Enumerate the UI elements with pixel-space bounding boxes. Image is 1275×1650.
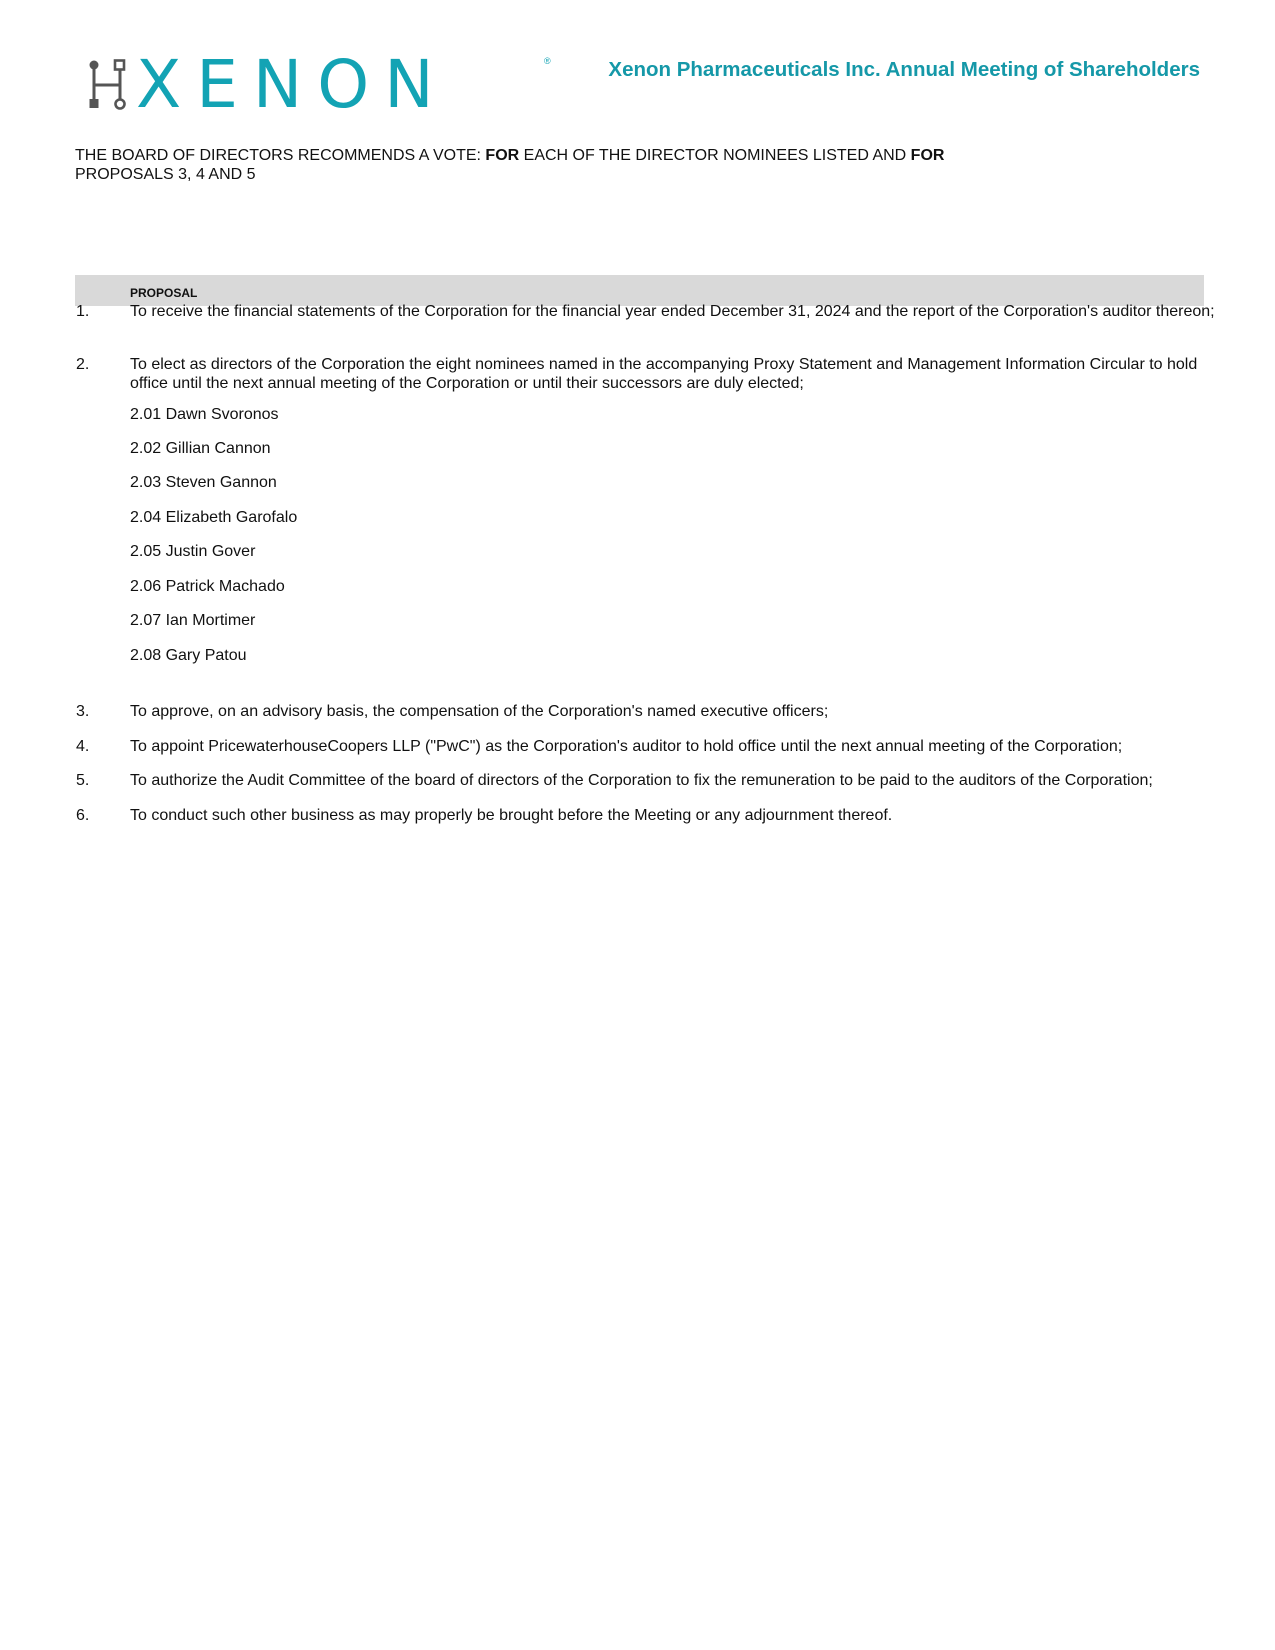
proposal-column-header: PROPOSAL bbox=[130, 286, 198, 300]
page-title: Xenon Pharmaceuticals Inc. Annual Meeting of Shareholders bbox=[608, 58, 1200, 81]
molecule-icon bbox=[88, 59, 126, 111]
logo-wordmark: XENON bbox=[136, 46, 449, 123]
xenon-logo bbox=[88, 46, 551, 123]
board-rec-for-1: FOR bbox=[485, 147, 520, 164]
proposal-text: To appoint PricewaterhouseCoopers LLP ("PwC") as the Corporation's auditor to hold office until the next annual meeting of the Corporation; bbox=[130, 738, 1123, 755]
proposal-text: To authorize the Audit Committee of the board of directors of the Corporation to fix the remuneration to be paid to the auditors of the Corporation; bbox=[130, 772, 1153, 789]
board-rec-part3: PROPOSALS 3, 4 AND 5 bbox=[75, 166, 256, 183]
nominee-item: 2.01 Dawn Svoronos bbox=[130, 406, 279, 423]
nominee-item: 2.03 Steven Gannon bbox=[130, 474, 277, 491]
board-recommendation bbox=[75, 146, 1205, 184]
proposal-number: 3. bbox=[76, 703, 90, 720]
proposal-text: To receive the financial statements of the Corporation for the financial year ended December 31, 2024 and the report of the Corporation's auditor thereon; bbox=[130, 303, 1215, 320]
nominee-item: 2.05 Justin Gover bbox=[130, 543, 256, 560]
nominee-item: 2.07 Ian Mortimer bbox=[130, 612, 256, 629]
nominee-item: 2.08 Gary Patou bbox=[130, 647, 247, 664]
registered-mark: ® bbox=[544, 56, 551, 66]
proposal-number: 6. bbox=[76, 807, 90, 824]
proposal-number: 1. bbox=[76, 303, 90, 320]
proposal-text: To elect as directors of the Corporation the eight nominees named in the accompanying Proxy Statement and Management Information Circular to hold office until the next annual meeting of the Corporation or until their successors are duly elected; bbox=[130, 356, 1198, 392]
board-rec-part1: THE BOARD OF DIRECTORS RECOMMENDS A VOTE: bbox=[75, 147, 486, 164]
proposal-number: 4. bbox=[76, 738, 90, 755]
proposal-text: To approve, on an advisory basis, the compensation of the Corporation's named executive officers; bbox=[130, 703, 829, 720]
board-rec-part2: EACH OF THE DIRECTOR NOMINEES LISTED AND bbox=[519, 147, 911, 164]
proposal-number: 5. bbox=[76, 772, 90, 789]
nominee-item: 2.04 Elizabeth Garofalo bbox=[130, 509, 298, 526]
nominee-item: 2.06 Patrick Machado bbox=[130, 578, 285, 595]
board-rec-for-2: FOR bbox=[910, 147, 945, 164]
nominee-item: 2.02 Gillian Cannon bbox=[130, 440, 271, 457]
proposal-text: To conduct such other business as may properly be brought before the Meeting or any adjournment thereof. bbox=[130, 807, 893, 824]
proposal-number: 2. bbox=[76, 356, 90, 373]
